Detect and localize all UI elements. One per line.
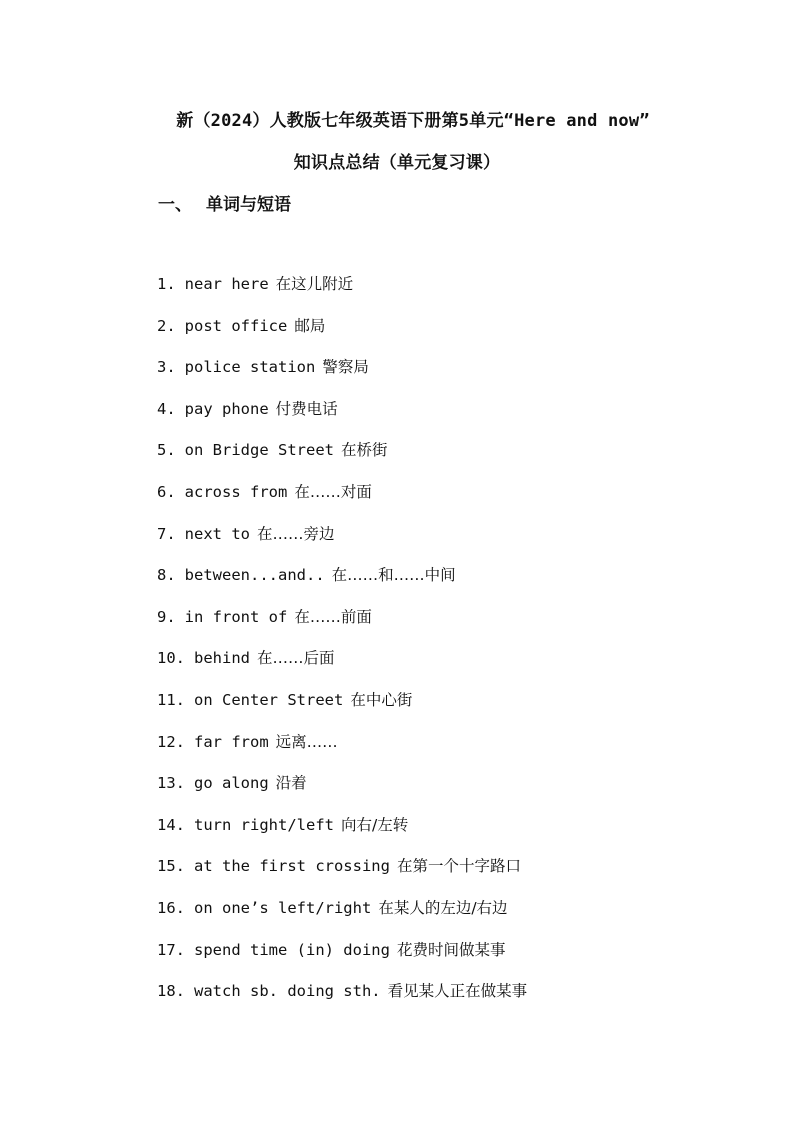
item-number: 9. [157, 607, 176, 626]
chinese-meaning: 看见某人正在做某事 [387, 982, 528, 1001]
list-item [157, 272, 527, 314]
chinese-meaning: 沿着 [275, 774, 307, 793]
chinese-meaning: 在……和……中间 [331, 566, 456, 585]
section-title: 单词与短语 [206, 195, 291, 215]
section-number: 一、 [158, 195, 192, 215]
chinese-meaning: 在第一个十字路口 [396, 857, 521, 876]
item-number: 12. [157, 732, 185, 751]
list-item [157, 355, 527, 397]
english-phrase: on Bridge Street [184, 441, 334, 460]
chinese-meaning: 向右/左转 [340, 815, 409, 834]
english-phrase: next to [184, 524, 250, 543]
list-item [157, 563, 527, 605]
list-item [157, 854, 527, 896]
chinese-meaning: 在……旁边 [257, 524, 335, 543]
chinese-meaning: 在……对面 [294, 482, 372, 501]
section-heading [158, 190, 291, 215]
item-number: 14. [157, 815, 185, 834]
chinese-meaning: 在桥街 [340, 441, 388, 460]
chinese-meaning: 远离…… [275, 732, 338, 751]
english-phrase: in front of [184, 607, 288, 626]
english-phrase: go along [194, 774, 269, 793]
english-phrase: behind [194, 649, 250, 668]
item-number: 7. [157, 524, 176, 543]
item-number: 2. [157, 316, 176, 335]
english-phrase: across from [184, 482, 288, 501]
vocabulary-list [157, 272, 527, 1021]
item-number: 1. [157, 275, 176, 293]
list-item [157, 771, 527, 813]
english-phrase: police station [184, 358, 316, 377]
chinese-meaning: 花费时间做某事 [396, 940, 506, 959]
item-number: 5. [157, 441, 176, 460]
list-item [157, 438, 527, 480]
english-phrase: post office [184, 316, 288, 335]
english-phrase: near here [184, 275, 269, 293]
english-phrase: pay phone [184, 399, 269, 418]
chinese-meaning: 在这儿附近 [275, 275, 354, 293]
english-phrase: spend time (in) doing [194, 940, 390, 959]
item-number: 6. [157, 482, 176, 501]
chinese-meaning: 在某人的左边/右边 [378, 898, 508, 917]
chinese-meaning: 邮局 [294, 316, 326, 335]
chinese-meaning: 付费电话 [275, 399, 338, 418]
item-number: 11. [157, 690, 185, 709]
item-number: 3. [157, 358, 176, 377]
list-item [157, 813, 527, 855]
english-phrase: on Center Street [194, 690, 344, 709]
english-phrase: between...and.. [184, 566, 325, 585]
english-phrase: watch sb. doing sth. [194, 982, 381, 1001]
chinese-meaning: 在中心街 [350, 690, 413, 709]
list-item [157, 646, 527, 688]
item-number: 13. [157, 774, 185, 793]
item-number: 4. [157, 399, 176, 418]
english-phrase: on one’s left/right [194, 898, 372, 917]
chinese-meaning: 警察局 [322, 358, 369, 377]
list-item [157, 730, 527, 772]
item-number: 8. [157, 566, 176, 585]
english-phrase: at the first crossing [194, 857, 390, 876]
chinese-meaning: 在……后面 [257, 649, 335, 668]
list-item [157, 605, 527, 647]
item-number: 18. [157, 982, 185, 1001]
item-number: 10. [157, 649, 185, 668]
list-item [157, 314, 527, 356]
list-item [157, 688, 527, 730]
english-phrase: turn right/left [194, 815, 334, 834]
list-item [157, 979, 527, 1021]
document-title: 新（2024）人教版七年级英语下册第5单元“Here and now” [176, 111, 650, 131]
list-item [157, 938, 527, 980]
item-number: 15. [157, 857, 185, 876]
item-number: 17. [157, 940, 185, 959]
list-item [157, 896, 527, 938]
chinese-meaning: 在……前面 [294, 607, 372, 626]
list-item [157, 522, 527, 564]
list-item [157, 480, 527, 522]
document-subtitle: 知识点总结（单元复习课） [293, 153, 501, 173]
english-phrase: far from [194, 732, 269, 751]
list-item [157, 397, 527, 439]
item-number: 16. [157, 898, 185, 917]
